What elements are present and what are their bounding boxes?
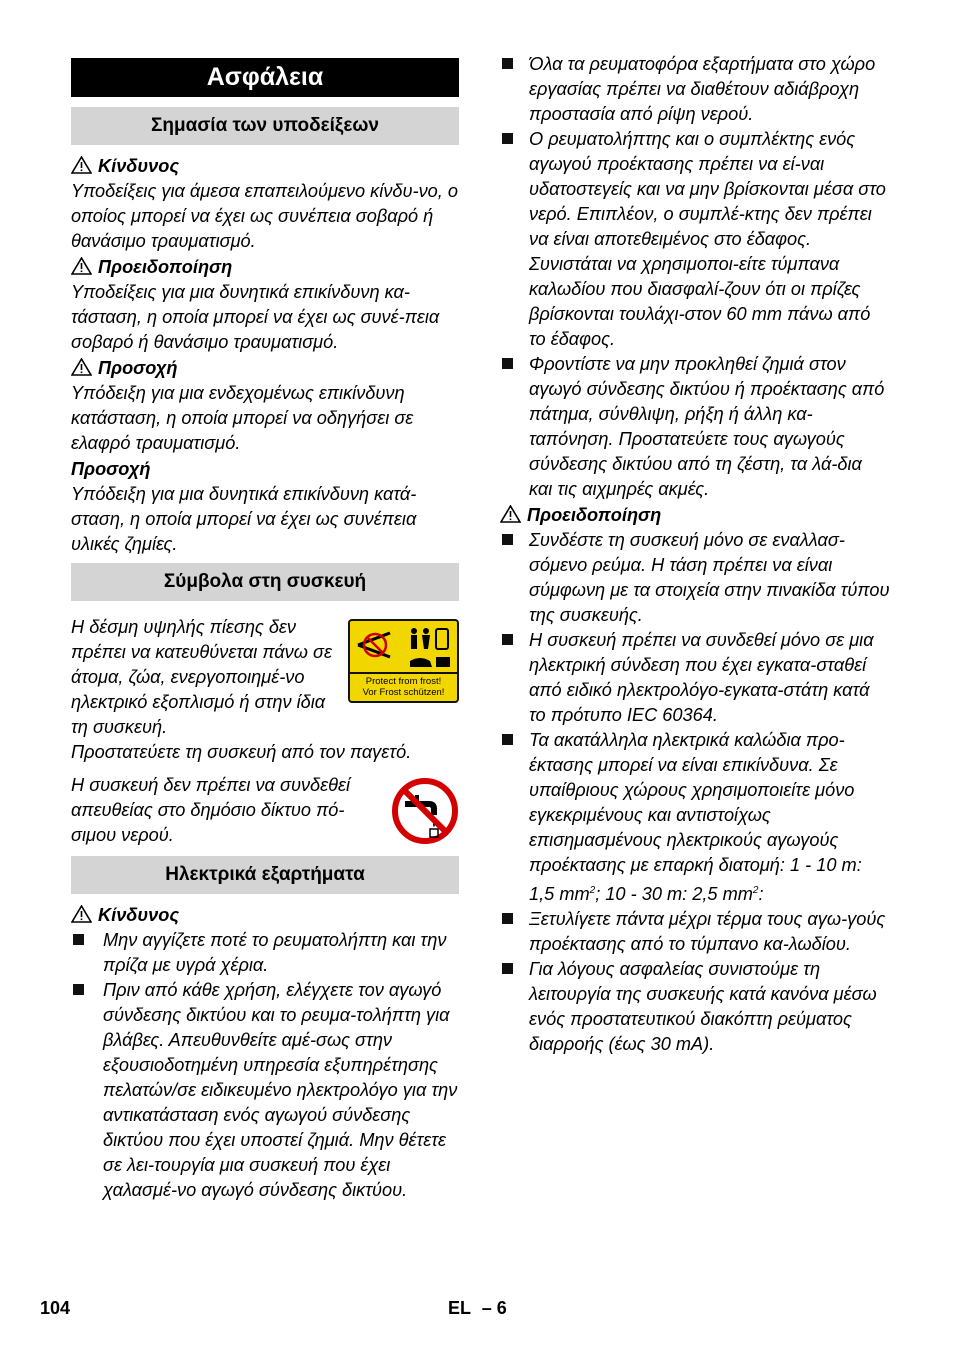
sticker-text: Protect from frost! Vor Frost schützen!: [362, 676, 445, 698]
caution-text: Υπόδειξη για μια ενδεχομένως επικίνδυνη κατάσταση, η οποία μπορεί να οδηγήσει σε ελαφρό τραυματισμό.: [71, 383, 414, 453]
list-item: Πριν από κάθε χρήση, ελέγχετε τον αγωγό σύνδεσης δικτύου και το ρευμα-τολήπτη για βλάβες. Απευθυνθείτε αμέ-σως στην εξουσιοδοτημένη υπηρεσία εξυπηρέτησης πελατών/σε ειδικευμένο ηλεκτρολόγο για την αντικατάσταση ενός αγωγού σύνδεσης δικτύου που έχει υποστεί ζημιά. Μην θέτετε σε λει-τουργία μια συσκευή που έχει χαλασμέ-νο αγωγό σύνδεσης δικτύου.: [71, 978, 459, 1203]
list-item: Για λόγους ασφαλείας συνιστούμε τη λειτουργία της συσκευής κατά κανόνα μέσω ενός προστατευτικού διακόπτη ρεύματος διαρροής (έως 30 mA).: [500, 957, 890, 1057]
danger-label: Κίνδυνος: [71, 153, 459, 179]
list-item: Όλα τα ρευματοφόρα εξαρτήματα στο χώρο εργασίας πρέπει να διαθέτουν αδιάβροχη προστασία από ρίψη νερού.: [500, 52, 890, 127]
no-drinking-water-row: [71, 765, 459, 848]
page-number: 104: [40, 1298, 71, 1318]
list-item: Μην αγγίζετε ποτέ το ρευματολήπτη και την πρίζα με υγρά χέρια.: [71, 928, 459, 978]
warning-text: Υποδείξεις για μια δυνητικά επικίνδυνη κα-τάσταση, η οποία μπορεί να έχει ως συνέ-πεια σοβαρό ή θανάσιμο τραυματισμό.: [71, 282, 440, 352]
warning-triangle-icon: [71, 257, 92, 275]
list-item: Συνδέστε τη συσκευή μόνο σε εναλλασ-σόμενο ρεύμα. Η τάση πρέπει να είναι σύμφωνη με τα στοιχεία στην πινακίδα τύπου της συσκευής.: [500, 528, 890, 628]
list-item-extension-cables: Τα ακατάλληλα ηλεκτρικά καλώδια προ-έκτασης μπορεί να είναι επικίνδυνα. Σε υπαίθριους χώρους χρησιμοποιείτε μόνο εγκεκριμένους και αντιστοίχως επισημασμένους ηλεκτρικούς αγωγούς προέκτασης με επαρκή διατομή: 1 - 10 m: 1,5 $mm^2$; 10 - 30 m: 2,5 $mm^2$:: [500, 728, 890, 907]
warning-triangle-icon: [71, 156, 92, 174]
warning-triangle-icon: [500, 505, 521, 523]
list-item: Η συσκευή πρέπει να συνδεθεί μόνο σε μια ηλεκτρική σύνδεση που έχει εγκατα-σταθεί από ειδικό ηλεκτρολόγο-εγκατα-στάτη κατά το πρότυπο IEC 60364.: [500, 628, 890, 728]
water-text: Η συσκευή δεν πρέπει να συνδεθεί απευθείας στο δημόσιο δίκτυο πό-σιμου νερού.: [71, 775, 351, 845]
caution-label: Προσοχή: [71, 355, 459, 381]
notice-label: Προσοχή: [71, 459, 151, 479]
warning-triangle-icon: [71, 358, 92, 376]
footer-section-ref: [448, 1298, 507, 1319]
list-item: Ο ρευματολήπτης και ο συμπλέκτης ενός αγωγού προέκτασης πρέπει να εί-ναι υδατοστεγείς και να μην βρίσκονται μέσα στο νερό. Επιπλέον, ο συμπλέ-κτης δεν πρέπει να είναι αποτεθειμένος στο έδαφος. Συνιστάται να χρησιμοποι-είτε τύμπανα καλωδίου που διασφαλί-ζουν ότι οι πρίζες βρίσκονται τουλάχι-στον 60 mm πάνω από το έδαφος.: [500, 127, 890, 352]
no-drinking-water-icon: [391, 777, 459, 845]
warning-label: Προειδοποίηση: [71, 254, 459, 280]
notice-text: Υπόδειξη για μια δυνητικά επικίνδυνη κατά-σταση, η οποία μπορεί να έχει ως συνέπεια υλικές ζημίες.: [71, 484, 417, 554]
frost-text: Προστατεύετε τη συσκευή από τον παγετό.: [71, 742, 412, 762]
frost-warning-sticker: [348, 619, 459, 703]
section-heading-symbols: Σύμβολα στη συσκευή: [71, 563, 459, 601]
warning-triangle-icon: [71, 905, 92, 923]
section-page: – 6: [481, 1298, 507, 1318]
list-item: Ξετυλίγετε πάντα μέχρι τέρμα τους αγω-γούς προέκτασης από το τύμπανο κα-λωδίου.: [500, 907, 890, 957]
high-pressure-jet-icon: [350, 621, 457, 674]
list-item: Φροντίστε να μην προκληθεί ζημιά στον αγωγό σύνδεσης δικτύου ή προέκτασης από πάτημα, σύνθλιψη, ρήξη ή άλλη κα-ταπόνηση. Προστατεύετε τους αγωγούς σύνδεσης δικτύου από τη ζέστη, τα λά-δια και τις αιχμηρές ακμές.: [500, 352, 890, 502]
right-column: [500, 52, 890, 1057]
warning-label: Προειδοποίηση: [500, 502, 890, 528]
left-column: [71, 58, 459, 1203]
section-heading-electrical: Ηλεκτρικά εξαρτήματα: [71, 856, 459, 894]
jet-text: Η δέσμη υψηλής πίεσης δεν πρέπει να κατευθύνεται πάνω σε άτομα, ζώα, ενεργοποιημέ-νο ηλεκτρικό εξοπλισμό ή στην ίδια τη συσκευή.: [71, 617, 332, 737]
page-title: Ασφάλεια: [71, 58, 459, 97]
danger-label: Κίνδυνος: [71, 902, 459, 928]
language-code: EL: [448, 1298, 471, 1318]
danger-text: Υποδείξεις για άμεσα επαπειλούμενο κίνδυ-νο, ο οποίος μπορεί να έχει ως συνέπεια σοβαρό ή θανάσιμο τραυματισμό.: [71, 181, 459, 251]
jet-symbol-row: [71, 609, 459, 740]
section-heading-importance: Σημασία των υποδείξεων: [71, 107, 459, 145]
